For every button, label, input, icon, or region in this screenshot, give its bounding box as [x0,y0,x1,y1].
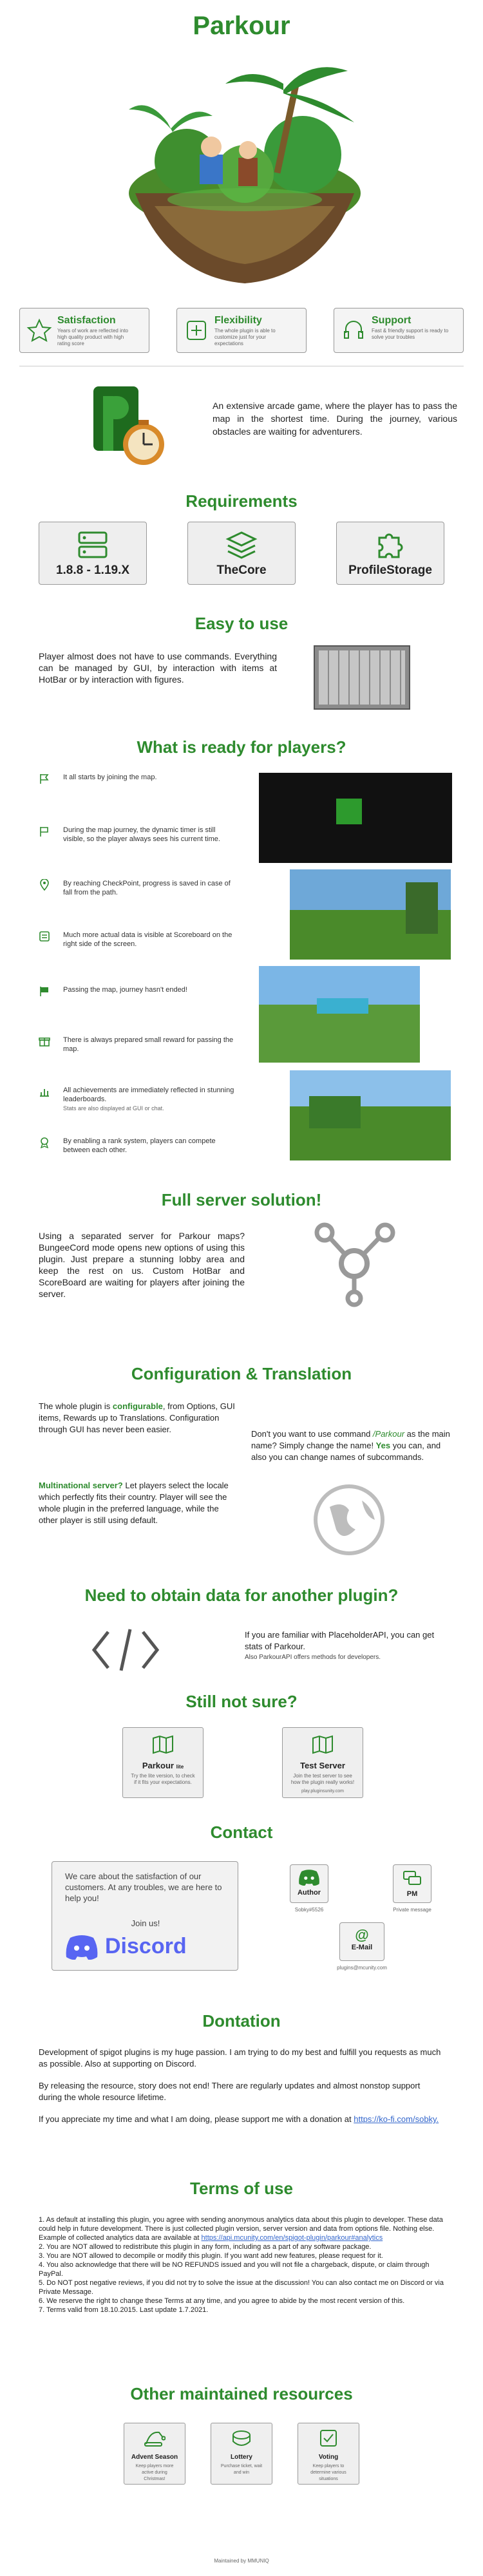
flex-icon [184,317,209,343]
resources-heading: Other maintained resources [130,2384,353,2403]
feature-title: Flexibility [214,315,262,326]
gameplay-screenshot-2 [290,869,451,960]
tile-test-server[interactable]: Test Server Join the test server to see how the plugin really works! play.pluginsunity.com [282,1727,363,1798]
requirements-heading: Requirements [185,491,298,511]
flag-icon [39,773,50,784]
feature-title: Satisfaction [57,315,116,326]
discord-wordmark: Discord [105,1934,187,1958]
resource-lottery[interactable]: Lottery Purchase ticket, wait and win [211,2423,272,2485]
server-text: Using a separated server for Parkour maps? BungeeCord mode opens new options of using this plugin. Just prepare a stunning lobby area and keep the rest on us. Custom HotBar and ScoreBoard are waiting for players after joining the server. [39,1231,245,1299]
requirement-thecore[interactable] [187,522,296,585]
layers-icon [225,530,258,560]
gameplay-screenshot-1 [259,773,452,863]
requirement-profilestorage[interactable] [336,522,444,585]
map-icon [151,1734,175,1755]
scoreboard-icon [39,931,50,942]
notsure-heading: Still not sure? [185,1692,298,1711]
star-icon [26,317,52,343]
email-card[interactable]: @ E-Mail plugins@mcunity.com [330,1922,394,1971]
easy-text: Player almost does not have to use commands. Everything can be managed by GUI, by interaction with items at HotBar or by interaction with figures. [39,651,277,685]
contact-text: We care about the satisfaction of our customers. At any troubles, we are here to help you! [65,1871,222,1903]
resource-advent-season[interactable]: Advent Season Keep players more active during Christmas! [124,2423,185,2485]
feature-title: Support [372,315,412,326]
donation-p1: Development of spigot plugins is my huge passion. I am trying to do my best and fulfill you requests as much as possible. Also at supporting on Discord. [39,2047,441,2069]
parkour-logo-icon [87,380,171,470]
server-heading: Full server solution! [161,1190,322,1209]
feature-desc: Years of work are reflected into high quality product with high rating score [57,328,128,346]
puzzle-icon [374,530,406,560]
finish-flag-icon [39,985,50,997]
requirement-label: ProfileStorage [348,564,432,577]
santa-hat-icon [144,2429,166,2448]
requirement-version [39,522,147,585]
leaderboard-icon [39,1086,50,1097]
join-label: Join us! [131,1918,160,1928]
author-card[interactable]: Author Sobky#5526 [283,1864,335,1913]
feature-desc: The whole plugin is able to customize just for your expectations [214,328,276,346]
config-p2: Don't you want to use command /Parkour as the main name? Simply change the name! Yes you can, and also you can change names of subcommands. [251,1429,450,1462]
timer-icon [39,826,50,837]
requirement-label: 1.8.8 - 1.19.X [55,564,130,577]
discord-card[interactable] [52,1861,238,1971]
kofi-link[interactable]: https://ko-fi.com/sobky. [354,2114,439,2124]
at-icon: @ [355,1927,369,1943]
tile-parkour-lite[interactable]: Parkour lite Try the lite version, to check if it fits your expectations. [122,1727,204,1798]
network-icon [309,1217,399,1307]
gameplay-screenshot-3 [259,966,420,1063]
globe-icon [310,1481,388,1558]
page-title: Parkour [193,12,290,40]
contact-heading: Contact [210,1823,273,1842]
discord-icon [298,1869,320,1886]
pm-card[interactable]: PM Private message [386,1864,438,1913]
donation-p3: If you appreciate my time and what I am doing, please support me with a donation at https://ko-fi.com/sobky. [39,2114,439,2124]
feature-desc: Fast & friendly support is ready to solve your troubles [372,328,449,340]
ready-heading: What is ready for players? [137,737,346,757]
donation-p2: By releasing the resource, story does not end! There are regularly updates and almost nonstop support during the whole resource lifetime. [39,2081,421,2102]
easy-heading: Easy to use [194,614,289,633]
terms-list: 1. As default at installing this plugin, you agree with sending anonymous analytics data about this plugin to developer. These data could help in future development. There is just collected plugin version, server version and data from options file. Nothing else. Example of collected analytics data are available at https://api.mcunity.com/en/spigot-plugin/parkour#analytics 2. You are NOT allowed to redistribute this plugin in any form, including as a part of any software package. 3. You are NOT allowed to decompile or modify this plugin. If you want add new features, please request for it. 4. You also acknowledge that there will be NO REFUNDS issued and you will not file a chargeback, dispute, or claim through PayPal. 5. Do NOT post negative reviews, if you did not try to solve the issue at the discussion! You can also contact me on Discord or via Private Message. 6. We reserve the right to change these Terms at any time, and you agree to abide by the most recent version of this. 7. Terms valid from 18.10.2015. Last update 1.7.2021. [39,2216,444,2314]
resource-voting[interactable]: Voting Keep players to determine various situations [298,2423,359,2485]
gui-screenshot [314,645,410,710]
analytics-link[interactable]: https://api.mcunity.com/en/spigot-plugin/parkour#analytics [201,2234,383,2242]
terms-heading: Terms of use [190,2179,293,2198]
donation-heading: Dontation [202,2011,281,2031]
hero-illustration [90,45,399,290]
api-text: If you are familiar with PlaceholderAPI, you can get stats of Parkour. [245,1630,435,1651]
intro-text: An extensive arcade game, where the player has to pass the map in the shortest time. During the journey, various obstacles are waiting for adventurers. [213,401,457,437]
api-heading: Need to obtain data for another plugin? [84,1586,399,1605]
footer: Maintained by MMUNIQ [214,2558,269,2564]
server-icon [77,530,109,560]
coin-icon [231,2429,252,2448]
feature-card-support [334,308,464,353]
gift-icon [39,1036,50,1047]
gameplay-screenshot-4 [290,1070,451,1160]
feature-card-flexibility [176,308,307,353]
discord-icon [65,1934,99,1960]
config-p1: The whole plugin is configurable, from Options, GUI items, Rewards up to Translations. Configuration through GUI has never been easier. [39,1401,235,1434]
config-p3: Multinational server? Let players select the locale which perfectly fits their country. Player will see the whole plugin in the preferred language, while the other player is still using default. [39,1481,229,1525]
api-note: Also ParkourAPI offers methods for developers. [245,1654,381,1661]
config-heading: Configuration & Translation [131,1364,352,1383]
headset-icon [341,317,366,343]
pin-icon [39,879,50,891]
feature-card-satisfaction [19,308,149,353]
map-icon [311,1734,334,1755]
code-icon [90,1624,161,1676]
chat-icon [402,1870,422,1887]
rank-icon [39,1137,50,1148]
checkbox-icon [317,2429,339,2448]
requirement-label: TheCore [216,564,267,577]
